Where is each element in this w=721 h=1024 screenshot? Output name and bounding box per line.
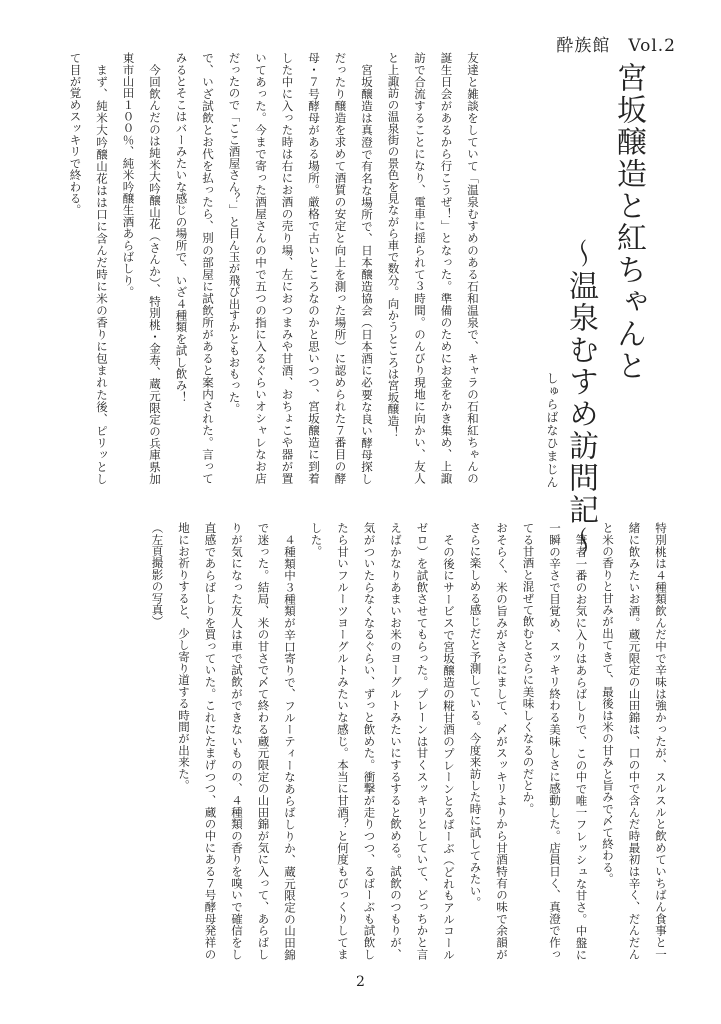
paragraph: 特別桃は４種類飲んだ中で辛味は強かったが、スルスルと飲めていちばん食事と一緒に飲みたいお酒。蔵元限定の山田錦は、口の中で含んだ時最初は辛く、だんだんと米の香りと甘みが出てきて、最後は米の甘みと旨みで〆て終わる。	[601, 522, 668, 960]
article-subtitle: ～温泉むすめ訪問記～	[563, 238, 598, 558]
paragraph: で、いざ試飲とお代を払ったら、別の部屋に試飲所があると案内された。言ってみるとそこはバーみたいな感じの場所で、いざ４種類を試し飲み！	[174, 52, 215, 484]
article-author: しゅらばなひまじん	[545, 372, 559, 489]
article-title: 宮坂醸造と紅ちゃんと	[611, 62, 646, 382]
paragraph: 宮坂醸造は真澄で有名な場所で、日本醸造協会（日本酒に必要な良い酵母探しだったり醸造を求めて酒質の安定と向上を測った場所）に認められた７番目の酵母・７号酵母がある場所。厳格で古いところなのかと思いつつ、宮坂醸造に到着した中に入った時は右にお酒の売り場、左におつまみや甘酒、おちょこや器が置いてあった。今まで寄った酒屋さんの中で五つの指に入るぐらいオシャレなお店だったので「ここ酒屋さん？」と目ん玉が飛び出すかともおもった。	[227, 52, 374, 484]
paragraph: まず、純米大吟醸山花はは口に含んだ時に米の香りに包まれた後、ピリッとして目が覚めスッキリで終わる。	[68, 52, 109, 484]
paragraph: ４種類中３種類が辛口寄りで、フルーティーなあらばしりか、蔵元限定の山田錦で迷った。結局、米の甘さで〆て終わる蔵元限定の山田錦が気に入って、あらばしりが気になった友人は車で試飲ができないものの、４種類の香りを嗅いで確信をし直感であらばしりを買っていた。これにたまげつつ、蔵の中にある７号酵母発祥の地にお祈りすると、少し寄り道する時間が出来た。	[177, 522, 297, 960]
article-body-part2	[94, 522, 674, 960]
paragraph: おそらく、米の旨みがさらにまして、〆がスッキリよりから甘酒特有の味で余韻がさらに楽しめる感じだと予測している。今度来訪した時に試してみたい。	[468, 522, 509, 960]
photo-credit: （左頁撮影の写真）	[150, 522, 165, 628]
page-number: 2	[356, 974, 365, 990]
article-body-part1	[68, 52, 486, 484]
paragraph: 友達と雑談をしていて「温泉むすめのある石和温泉で、キャラの石和紅ちゃんの誕生日会があるから行こうぜ！」となった。準備のためにお金をかき集め、上諏訪で合流することになり、電車に揺られて３時間。のんびり現地に向かい、友人と上諏訪の温泉街の景色を見ながら車で数分。向かうところは宮坂醸造！	[386, 52, 480, 484]
paragraph: その後にサービスで宮坂醸造の糀甘酒のプレーンとるばーぶ（どれもアルコールゼロ）を試飲させてもらった。プレーンは甘くスッキリとしていて、どっちかと言えばかなりあまいお米のヨーグルトみたいにするすると飲める。試飲のつもりが、気がついたらなくなるぐらい、ずっと飲めた。衝撃が走りつつ、るばーぶも試飲したら甘いフルーツヨーグルトみたいな感じ。本当に甘酒？と何度もびっくりしてました。	[309, 522, 456, 960]
publication-header: 酔族館 Vol.2	[556, 36, 676, 56]
paragraph: 筆者一番のお気に入りはあらばしりで、この中で唯一フレッシュな甘さ。中盤に一瞬の辛さで目覚め、スッキリ終わる美味しさに感動した。店員日く、真澄で作ってる甘酒と混ぜて飲むとさらに美味しくなるのだとか。	[521, 522, 589, 960]
paragraph: 今回飲んだのは純米大吟醸山花（さんか）、特別桃・金寿、蔵元限定の兵庫県加東市山田１００％、純米吟醸生酒あらばしり。	[121, 52, 162, 484]
